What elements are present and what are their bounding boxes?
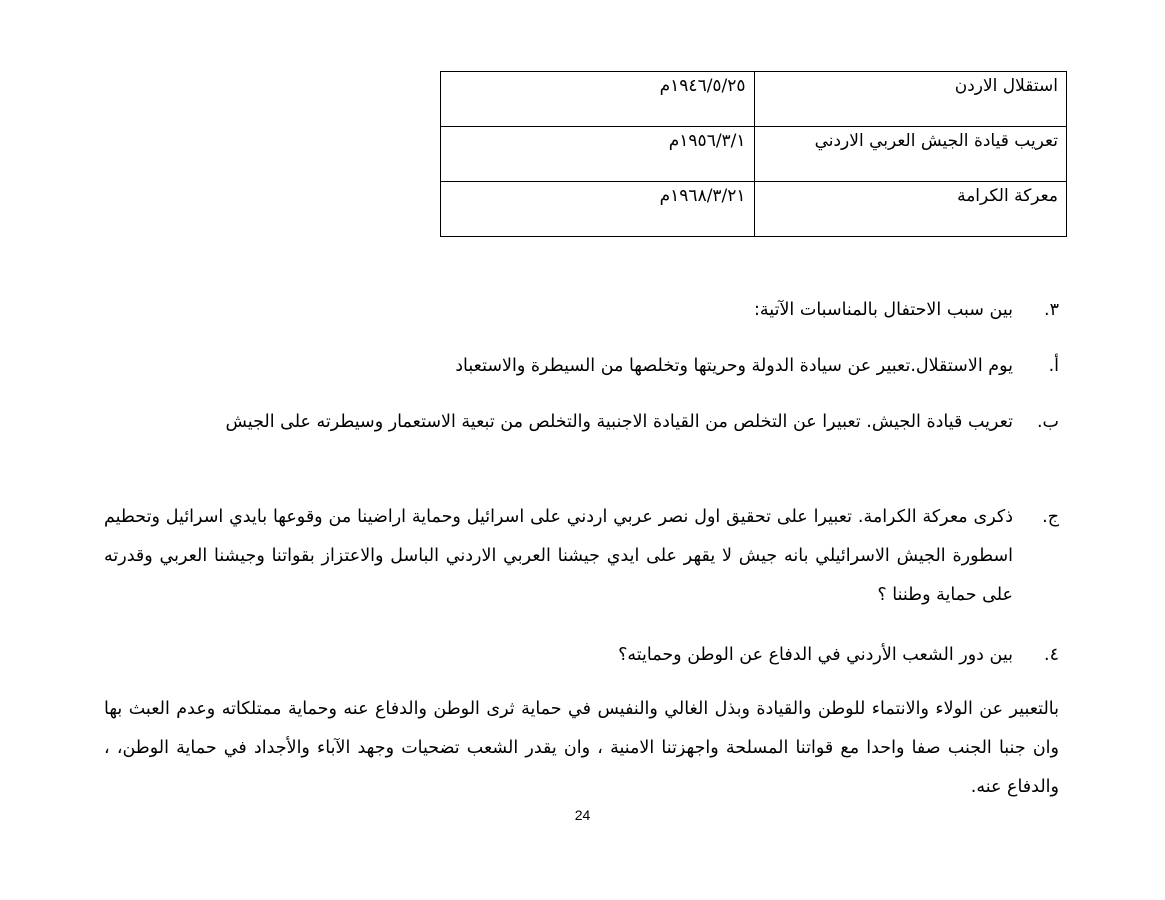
date-cell: ١٩٤٦/٥/٢٥م	[441, 72, 755, 127]
event-cell: استقلال الاردن	[754, 72, 1066, 127]
date-cell: ١٩٦٨/٣/٢١م	[441, 182, 755, 237]
answer-marker: ج.	[1042, 507, 1059, 527]
answer-a	[104, 347, 1059, 386]
table-row	[441, 182, 1067, 237]
table-row	[441, 72, 1067, 127]
question-number: ٣.	[1044, 300, 1059, 320]
answer-marker: ب.	[1036, 412, 1059, 432]
answer-text: تعريب قيادة الجيش. تعبيرا عن التخلص من القيادة الاجنبية والتخلص من تبعية الاستعمار وسيطرته على الجيش	[225, 412, 1013, 432]
table-row	[441, 127, 1067, 182]
question-text: بين دور الشعب الأردني في الدفاع عن الوطن وحمايته؟	[618, 645, 1013, 665]
answer-c	[104, 498, 1059, 615]
answer-text: يوم الاستقلال.تعبير عن سيادة الدولة وحريتها وتخلصها من السيطرة والاستعباد	[455, 356, 1013, 376]
event-cell: معركة الكرامة	[754, 182, 1066, 237]
event-cell: تعريب قيادة الجيش العربي الاردني	[754, 127, 1066, 182]
question-number: ٤.	[1044, 645, 1059, 665]
question-text: بين سبب الاحتفال بالمناسبات الآتية:	[754, 300, 1013, 320]
question-3	[104, 291, 1059, 330]
question-4-answer: بالتعبير عن الولاء والانتماء للوطن والقيادة وبذل الغالي والنفيس في حماية ثرى الوطن والدفاع عنه وحماية ممتلكاته وعدم العبث بها وان جنبا الجنب صفا واحدا مع قواتنا المسلحة واجهزتنا الامنية ، وان يقدر الشعب تضحيات وجهد الآباء والأجداد في حماية الوطن، ، والدفاع عنه.	[104, 699, 1059, 797]
answer-marker: أ.	[1048, 356, 1059, 376]
answer-text: ذكرى معركة الكرامة. تعبيرا على تحقيق اول نصر عربي اردني على اسرائيل وحماية اراضينا من وقوعها بايدي اسرائيل وتحطيم اسطورة الجيش الاسرائيلي بانه جيش لا يقهر على ايدي جيشنا العربي الاردني الباسل والاعتزاز بقواتنا وجيشنا العربي وقدرته على حماية وطننا ؟	[104, 507, 1013, 605]
events-table	[440, 71, 1067, 237]
question-4	[104, 636, 1059, 675]
answer-b	[104, 403, 1059, 442]
date-cell: ١٩٥٦/٣/١م	[441, 127, 755, 182]
page-number: 24	[574, 807, 591, 823]
